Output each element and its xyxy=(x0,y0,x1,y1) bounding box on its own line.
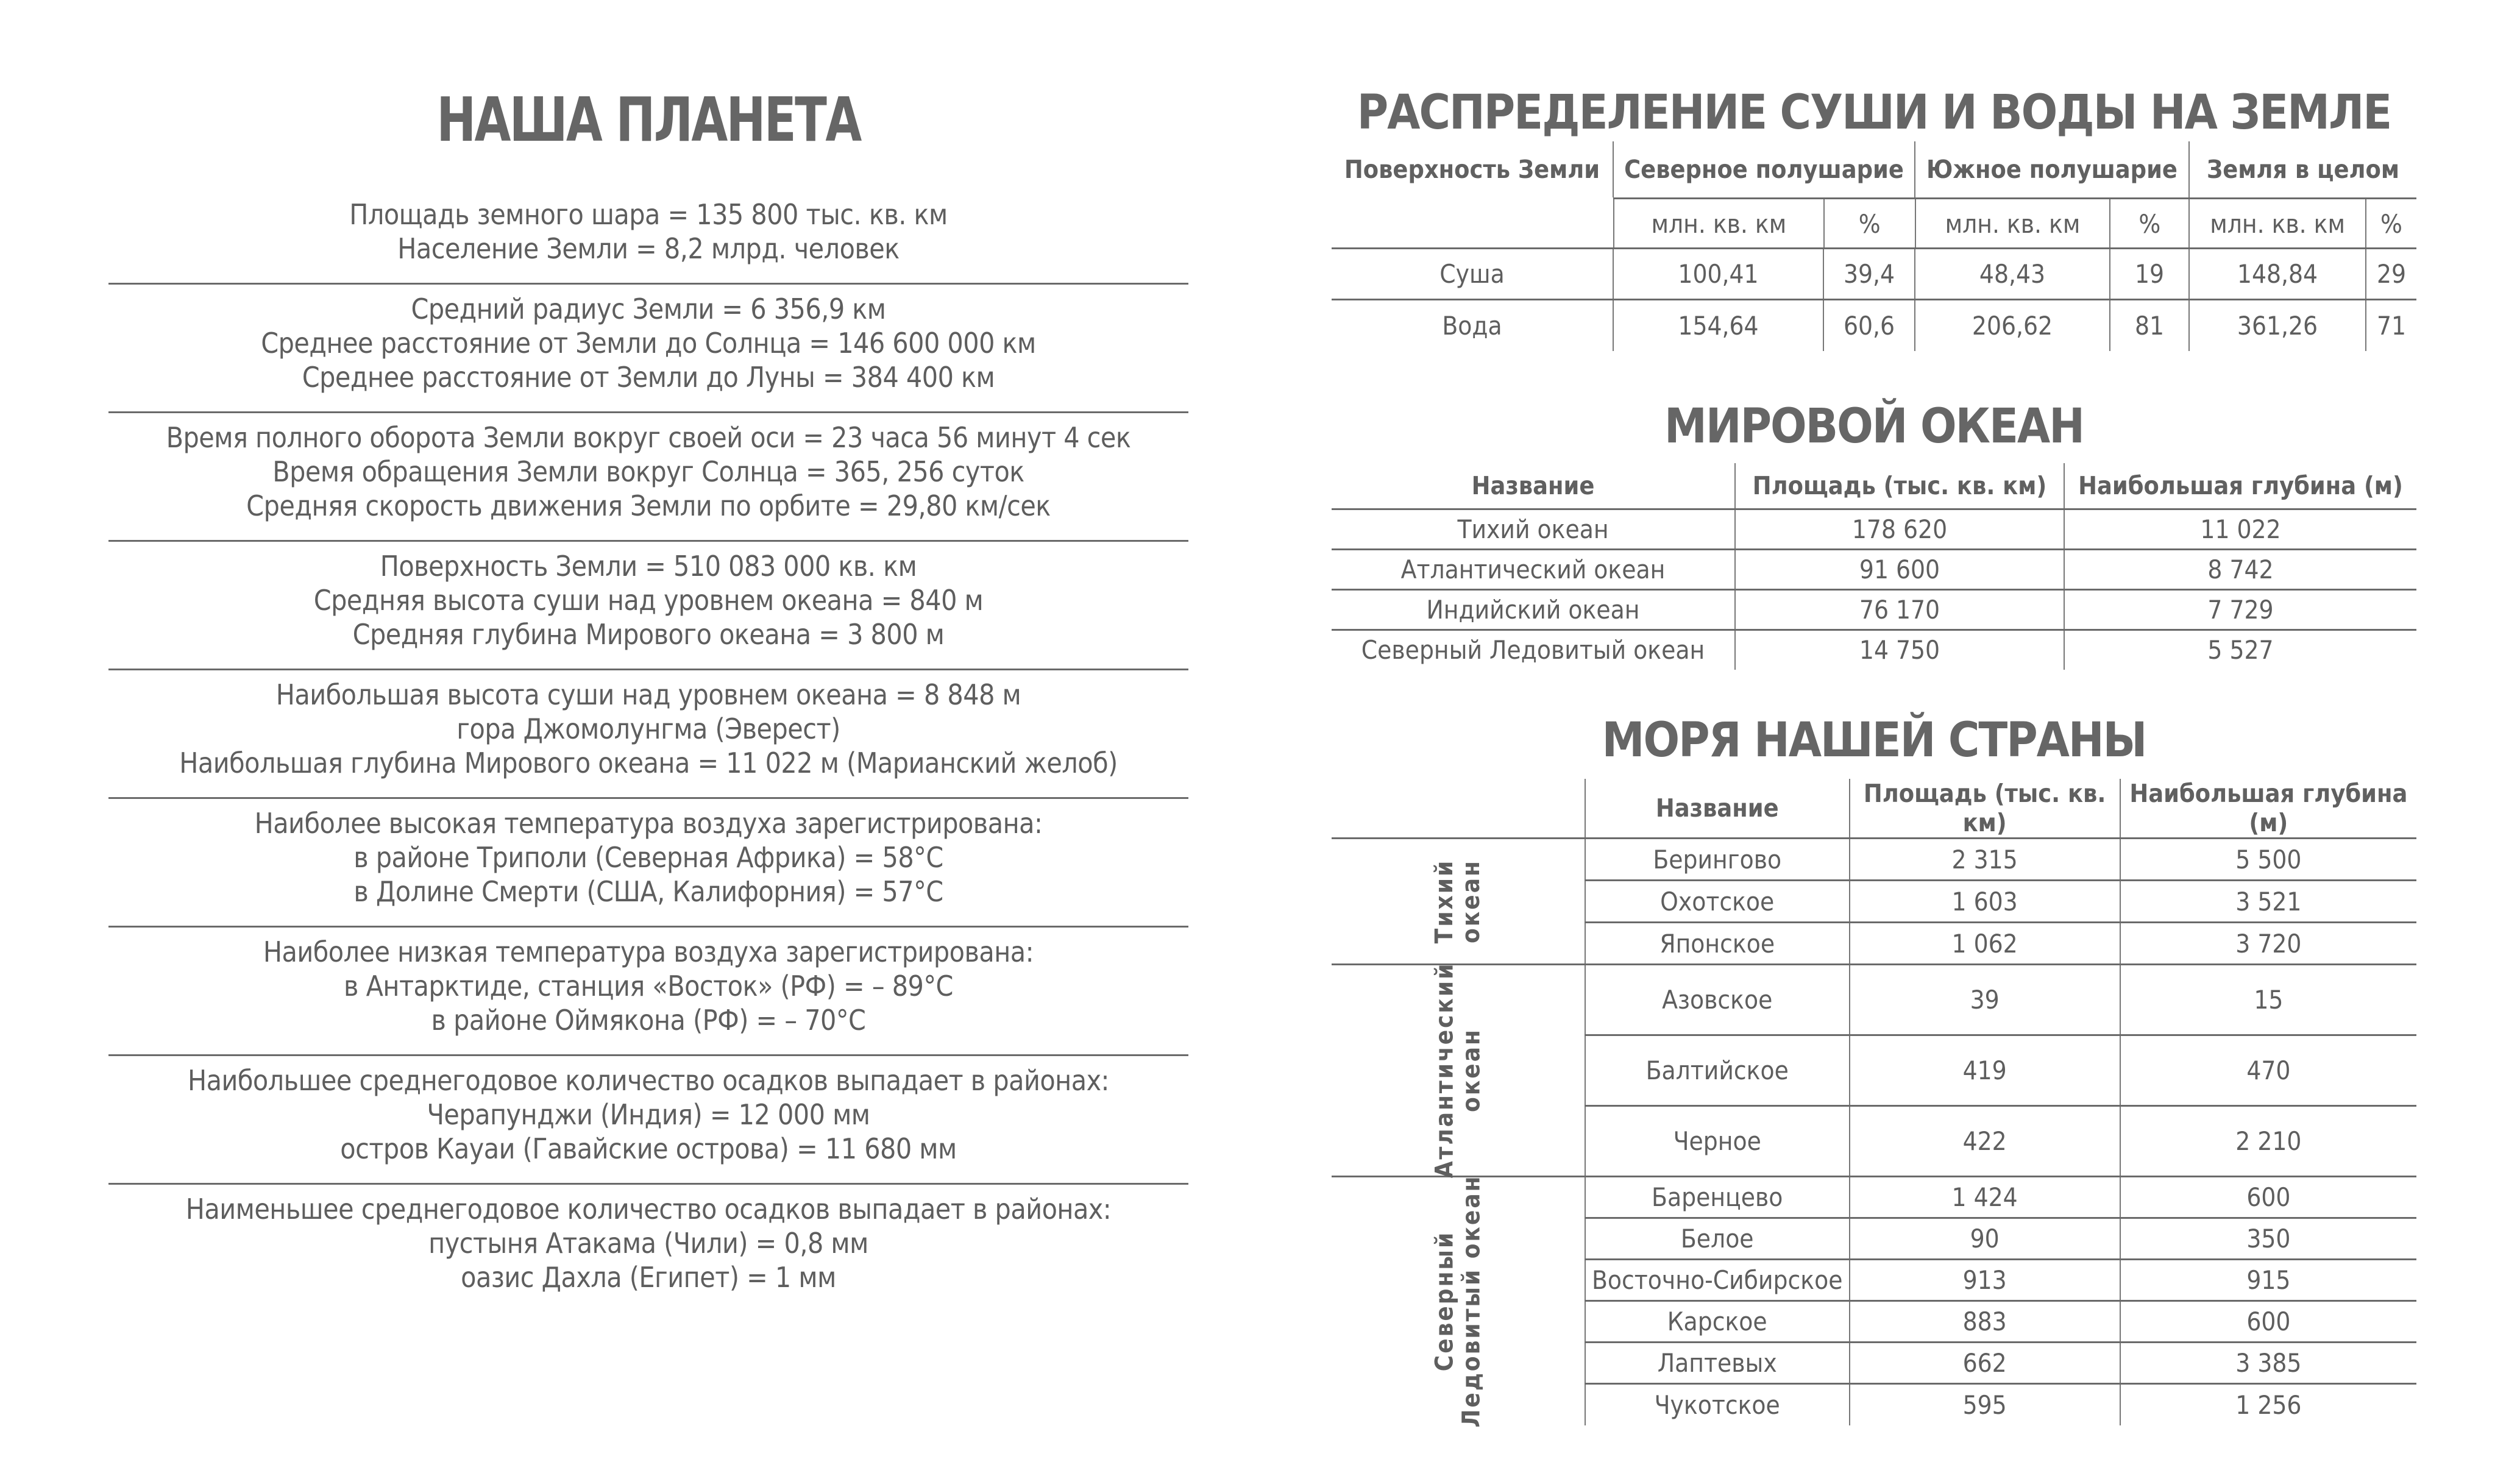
ocean-name: Индийский океан xyxy=(1332,589,1735,630)
sea-name: Белое xyxy=(1585,1218,1850,1260)
fact-line: в Антарктиде, станция «Восток» (РФ) = – 89°С xyxy=(344,970,953,1002)
table-row xyxy=(1332,549,2416,589)
ocean-name: Северный Ледовитый океан xyxy=(1332,630,1735,670)
cell: 595 xyxy=(1850,1384,2120,1425)
facts-list xyxy=(108,190,1188,1311)
cell: 19 xyxy=(2110,249,2189,300)
fact-line: Среднее расстояние от Земли до Солнца = 146 600 000 км xyxy=(261,327,1036,360)
unit-header: млн. кв. км xyxy=(1614,199,1824,249)
cell: 2 315 xyxy=(1850,839,2120,881)
cell: 60,6 xyxy=(1823,300,1915,351)
table-row xyxy=(1332,965,2416,1035)
seas-table xyxy=(1332,779,2416,1428)
fact-line: Время полного оборота Земли вокруг своей оси = 23 часа 56 минут 4 сек xyxy=(166,421,1131,454)
fact-line: Черапунджи (Индия) = 12 000 мм xyxy=(427,1098,870,1131)
fact-line: в районе Оймякона (РФ) = – 70°С xyxy=(431,1004,866,1037)
seas-title: МОРЯ НАШЕЙ СТРАНЫ xyxy=(1602,713,2146,768)
cell: 470 xyxy=(2120,1035,2416,1106)
cell: 81 xyxy=(2110,300,2189,351)
group-header: Северное полушарие xyxy=(1613,141,1915,197)
cell: 100,41 xyxy=(1613,249,1823,300)
fact-block xyxy=(108,1185,1188,1311)
cell: 361,26 xyxy=(2189,300,2366,351)
table-row xyxy=(1332,1177,2416,1218)
table-row xyxy=(1332,839,2416,881)
fact-line: Время обращения Земли вокруг Солнца = 365, 256 суток xyxy=(272,455,1024,488)
fact-line: Средняя высота суши над уровнем океана = 840 м xyxy=(313,584,984,617)
fact-block xyxy=(108,928,1188,1056)
fact-line: Наибольшее среднегодовое количество осадков выпадает в районах: xyxy=(187,1064,1110,1097)
sea-name: Карское xyxy=(1585,1301,1850,1343)
fact-block xyxy=(108,542,1188,670)
cell: 206,62 xyxy=(1915,300,2110,351)
distribution-table xyxy=(1332,141,2416,197)
unit-header: млн. кв. км xyxy=(2189,199,2366,249)
table-row xyxy=(1332,509,2416,549)
cell: 662 xyxy=(1850,1343,2120,1384)
cell: 39,4 xyxy=(1823,249,1915,300)
unit-header: млн. кв. км xyxy=(1915,199,2110,249)
cell: 7 729 xyxy=(2064,589,2416,630)
cell: 15 xyxy=(2120,965,2416,1035)
cell: 2 210 xyxy=(2120,1106,2416,1177)
cell: 148,84 xyxy=(2189,249,2366,300)
cell: 29 xyxy=(2366,249,2416,300)
cell: 154,64 xyxy=(1613,300,1823,351)
sea-name: Лаптевых xyxy=(1585,1343,1850,1384)
pct-header: % xyxy=(2110,199,2189,249)
row-name: Суша xyxy=(1332,249,1613,300)
page-title: НАША ПЛАНЕТА xyxy=(436,84,861,155)
fact-line: Наиболее высокая температура воздуха зарегистрирована: xyxy=(254,807,1043,840)
empty-corner xyxy=(1332,779,1585,839)
cell: 178 620 xyxy=(1735,509,2064,549)
fact-block xyxy=(108,670,1188,799)
fact-line: Среднее расстояние от Земли до Луны = 384 400 км xyxy=(302,361,995,394)
sea-name: Балтийское xyxy=(1585,1035,1850,1106)
fact-block xyxy=(108,190,1188,285)
fact-block xyxy=(108,799,1188,928)
fact-line: Наибольшая глубина Мирового океана = 11 022 м (Марианский желоб) xyxy=(179,747,1118,779)
cell: 91 600 xyxy=(1735,549,2064,589)
cell: 913 xyxy=(1850,1260,2120,1301)
column-header: Наибольшая глубина (м) xyxy=(2120,779,2416,839)
cell: 5 500 xyxy=(2120,839,2416,881)
pct-header: % xyxy=(1824,199,1915,249)
table-row xyxy=(1332,300,2416,351)
column-header: Площадь (тыс. кв. км) xyxy=(1735,463,2064,509)
fact-line: в Долине Смерти (США, Калифорния) = 57°С xyxy=(353,875,943,908)
table-row xyxy=(1332,630,2416,670)
cell: 71 xyxy=(2366,300,2416,351)
cell: 76 170 xyxy=(1735,589,2064,630)
sea-name: Черное xyxy=(1585,1106,1850,1177)
fact-line: оазис Дахла (Египет) = 1 мм xyxy=(461,1261,836,1294)
distribution-subheader xyxy=(1613,197,2416,249)
fact-line: Население Земли = 8,2 млрд. человек xyxy=(397,232,900,265)
cell: 915 xyxy=(2120,1260,2416,1301)
cell: 48,43 xyxy=(1915,249,2110,300)
fact-line: Наибольшая высота суши над уровнем океана = 8 848 м xyxy=(275,678,1021,711)
sea-name: Баренцево xyxy=(1585,1177,1850,1218)
column-header: Название xyxy=(1471,470,1595,500)
fact-line: Средняя глубина Мирового океана = 3 800 м xyxy=(352,618,945,651)
column-header: Название xyxy=(1585,779,1850,839)
distribution-title: РАСПРЕДЕЛЕНИЕ СУШИ И ВОДЫ НА ЗЕМЛЕ xyxy=(1357,85,2391,140)
distribution-body xyxy=(1332,247,2416,351)
cell: 350 xyxy=(2120,1218,2416,1260)
cell: 14 750 xyxy=(1735,630,2064,670)
cell: 8 742 xyxy=(2064,549,2416,589)
ocean-group-label: Атлантический океан xyxy=(1332,965,1585,1177)
fact-line: пустыня Атакама (Чили) = 0,8 мм xyxy=(428,1227,868,1260)
cell: 1 256 xyxy=(2120,1384,2416,1425)
pct-header: % xyxy=(2366,199,2416,249)
column-header: Наибольшая глубина (м) xyxy=(2064,463,2416,509)
group-header: Земля в целом xyxy=(2189,141,2416,197)
ocean-name: Атлантический океан xyxy=(1332,549,1735,589)
fact-line: Наименьшее среднегодовое количество осадков выпадает в районах: xyxy=(185,1193,1112,1226)
fact-block xyxy=(108,413,1188,542)
cell: 3 720 xyxy=(2120,923,2416,965)
sea-name: Охотское xyxy=(1585,881,1850,923)
cell: 422 xyxy=(1850,1106,2120,1177)
cell: 600 xyxy=(2120,1177,2416,1218)
cell: 1 062 xyxy=(1850,923,2120,965)
cell: 3 521 xyxy=(2120,881,2416,923)
table-row xyxy=(1332,589,2416,630)
column-header: Площадь (тыс. кв. км) xyxy=(1850,779,2120,839)
cell: 1 424 xyxy=(1850,1177,2120,1218)
fact-line: Поверхность Земли = 510 083 000 кв. км xyxy=(380,550,917,583)
ocean-table xyxy=(1332,463,2416,670)
cell: 419 xyxy=(1850,1035,2120,1106)
fact-line: Средний радиус Земли = 6 356,9 км xyxy=(411,293,886,325)
sea-name: Азовское xyxy=(1585,965,1850,1035)
sea-name: Восточно-Сибирское xyxy=(1585,1260,1850,1301)
ocean-group-label: Тихий океан xyxy=(1332,839,1585,965)
fact-line: в районе Триполи (Северная Африка) = 58°С xyxy=(353,841,943,874)
cell: 1 603 xyxy=(1850,881,2120,923)
sea-name: Чукотское xyxy=(1585,1384,1850,1425)
fact-line: Наиболее низкая температура воздуха зарегистрирована: xyxy=(263,935,1034,968)
row-header: Поверхность Земли xyxy=(1344,155,1600,184)
fact-line: Средняя скорость движения Земли по орбите = 29,80 км/сек xyxy=(246,489,1051,522)
fact-block xyxy=(108,1056,1188,1185)
cell: 39 xyxy=(1850,965,2120,1035)
cell: 883 xyxy=(1850,1301,2120,1343)
fact-line: гора Джомолунгма (Эверест) xyxy=(456,712,840,745)
cell: 90 xyxy=(1850,1218,2120,1260)
cell: 5 527 xyxy=(2064,630,2416,670)
ocean-group-label: Северный Ледовитый океан xyxy=(1332,1177,1585,1425)
table-row xyxy=(1332,249,2416,300)
cell: 600 xyxy=(2120,1301,2416,1343)
row-name: Вода xyxy=(1332,300,1613,351)
fact-block xyxy=(108,285,1188,413)
ocean-title: МИРОВОЙ ОКЕАН xyxy=(1664,399,2084,454)
sea-name: Японское xyxy=(1585,923,1850,965)
ocean-name: Тихий океан xyxy=(1332,509,1735,549)
fact-line: Площадь земного шара = 135 800 тыс. кв. км xyxy=(349,198,948,231)
cell: 11 022 xyxy=(2064,509,2416,549)
group-header: Южное полушарие xyxy=(1915,141,2189,197)
fact-line: остров Кауаи (Гавайские острова) = 11 680 мм xyxy=(340,1132,957,1165)
cell: 3 385 xyxy=(2120,1343,2416,1384)
sea-name: Берингово xyxy=(1585,839,1850,881)
